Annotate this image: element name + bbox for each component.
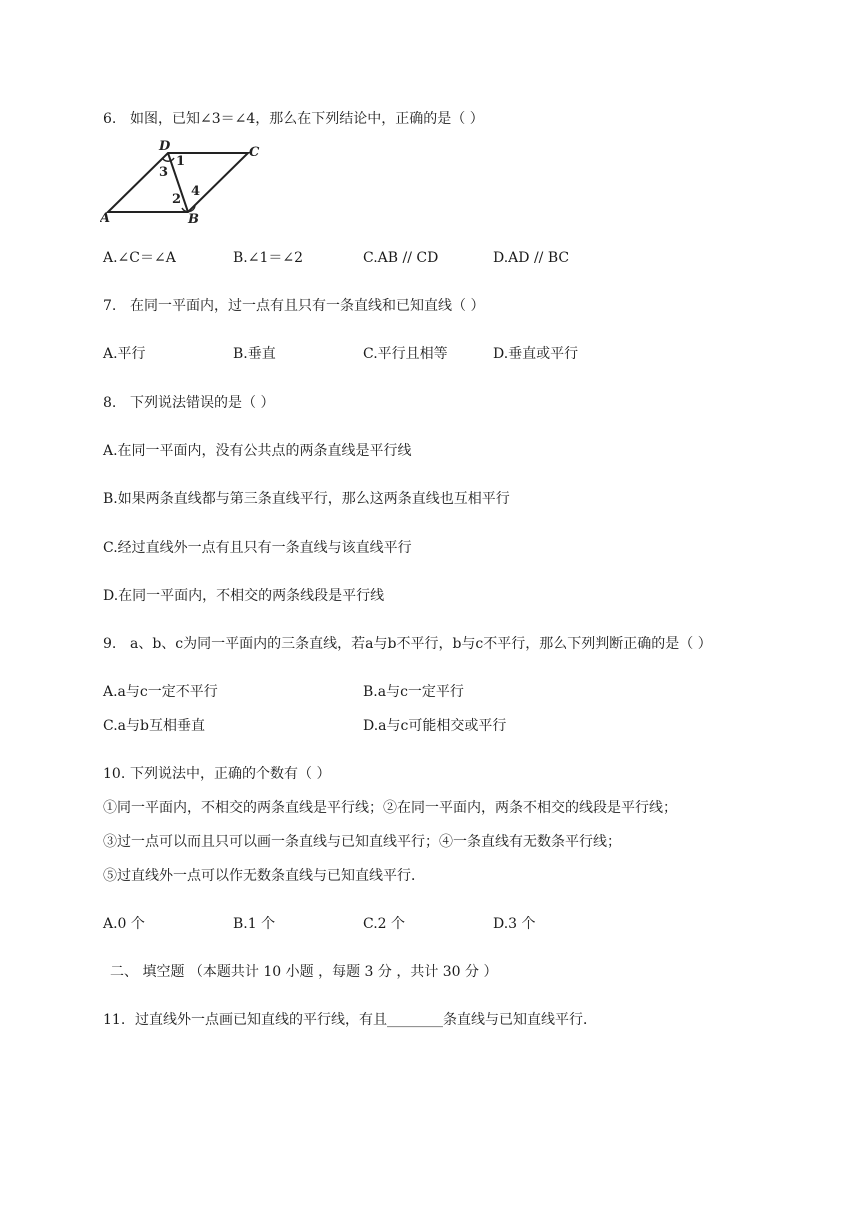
question-number: 7. <box>103 298 117 314</box>
q7-option-a: A.平行 <box>103 346 146 362</box>
q8-option-b: B.如果两条直线都与第三条直线平行，那么这两条直线也互相平行 <box>103 491 510 507</box>
q6-option-b: B.∠1＝∠2 <box>233 250 304 266</box>
q10-option-c: C.2 个 <box>363 916 406 932</box>
question-text: 下列说法中，正确的个数有（ ） <box>130 766 331 782</box>
label-a: A <box>100 211 111 226</box>
question-7 <box>103 296 484 316</box>
label-1: 1 <box>176 154 186 169</box>
question-text: 下列说法错误的是（ ） <box>130 395 275 411</box>
q6-option-d: D.AD // BC <box>493 250 570 266</box>
q9-option-c: C.a与b互相垂直 <box>103 718 205 734</box>
question-6 <box>103 109 484 129</box>
question-text: 过直线外一点画已知直线的平行线，有且________条直线与已知直线平行． <box>135 1012 597 1028</box>
label-4: 4 <box>191 184 201 199</box>
question-number: 11. <box>103 1012 126 1028</box>
q8-option-c: C.经过直线外一点有且只有一条直线与该直线平行 <box>103 540 412 556</box>
question-9 <box>103 634 712 654</box>
q8-option-d: D.在同一平面内，不相交的两条线段是平行线 <box>103 588 385 604</box>
q6-option-a: A.∠C＝∠A <box>103 250 176 266</box>
question-10 <box>103 764 330 784</box>
q10-option-a: A.0 个 <box>103 916 145 932</box>
label-d: D <box>159 139 171 154</box>
angle-arc-d <box>163 158 174 161</box>
question-number: 10. <box>103 766 126 782</box>
q6-option-c: C.AB // CD <box>363 250 439 266</box>
q10-option-b: B.1 个 <box>233 916 276 932</box>
label-b: B <box>188 212 199 226</box>
q10-option-d: D.3 个 <box>493 916 536 932</box>
q10-statement-3: ⑤过直线外一点可以作无数条直线与已知直线平行． <box>103 868 425 884</box>
q8-option-a: A.在同一平面内，没有公共点的两条直线是平行线 <box>103 443 412 459</box>
question-text: 在同一平面内，过一点有且只有一条直线和已知直线（ ） <box>130 298 485 314</box>
q7-option-d: D.垂直或平行 <box>493 346 579 362</box>
question-11 <box>103 1010 597 1030</box>
label-3: 3 <box>159 165 169 180</box>
question-number: 9. <box>103 636 117 652</box>
question-text: 如图，已知∠3＝∠4，那么在下列结论中，正确的是（ ） <box>130 111 484 127</box>
parallelogram-figure <box>100 138 270 226</box>
label-2: 2 <box>172 192 182 207</box>
question-text: a、b、c为同一平面内的三条直线，若a与b不平行，b与c不平行，那么下列判断正确的是（ ） <box>130 636 712 652</box>
q10-statement-1: ①同一平面内，不相交的两条直线是平行线；②在同一平面内，两条不相交的线段是平行线； <box>103 800 677 816</box>
question-number: 8. <box>103 395 117 411</box>
q10-statement-2: ③过一点可以而且只可以画一条直线与已知直线平行；④一条直线有无数条平行线； <box>103 834 621 850</box>
section-2-title: 二、 填空题 （本题共计 10 小题 ，每题 3 分 ，共计 30 分 ） <box>110 964 498 980</box>
q7-option-b: B.垂直 <box>233 346 276 362</box>
question-number: 6. <box>103 111 117 127</box>
q9-option-b: B.a与c一定平行 <box>363 684 464 700</box>
q9-option-d: D.a与c可能相交或平行 <box>363 718 507 734</box>
label-c: C <box>249 145 260 160</box>
q9-option-a: A.a与c一定不平行 <box>103 684 218 700</box>
q7-option-c: C.平行且相等 <box>363 346 448 362</box>
question-8 <box>103 393 274 413</box>
